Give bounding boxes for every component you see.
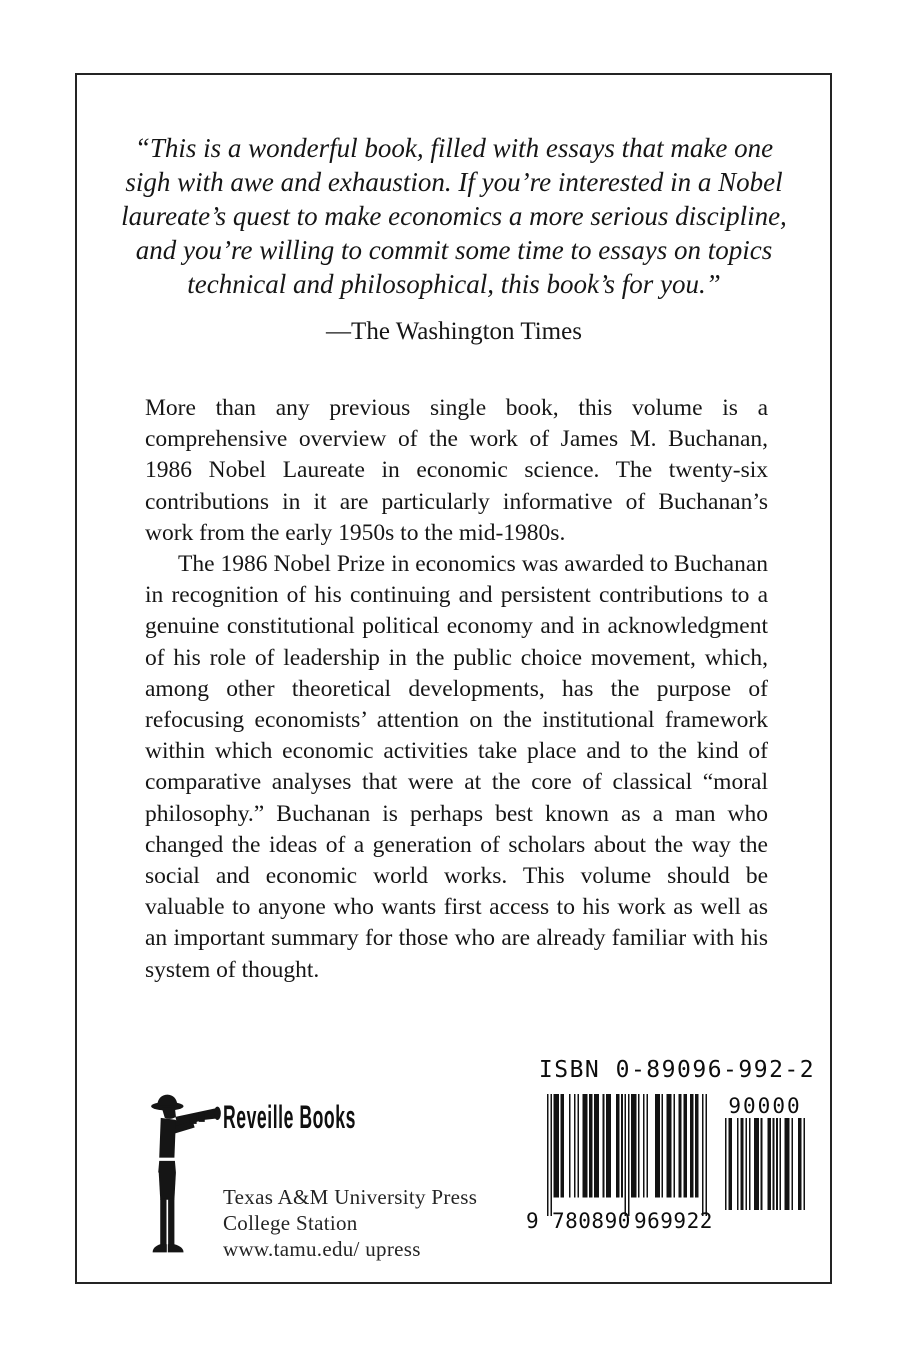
publisher-address [223,1184,477,1262]
barcode-digits-left: 780890 [552,1209,631,1233]
barcode-digits-right: 969922 [634,1209,713,1233]
isbn-label: ISBN 0-89096-992-2 [538,1057,816,1083]
barcode-digit-lead: 9 [526,1209,540,1233]
text-line: sigh with awe and exhaustion. If you’re interested in a Nobel [125,167,783,197]
bugler-logo-icon [140,1091,226,1258]
barcode-addon-label: 90000 [728,1094,802,1118]
text-line: laureate’s quest to make economics a more serious discipline, [121,201,787,231]
text-line: College Station [223,1211,358,1235]
imprint-name: Reveille Books [223,1099,356,1135]
book-description [145,393,768,986]
ean5-addon-barcode [725,1118,805,1210]
text-line: technical and philosophical, this book’s for you.” [187,269,721,299]
text-line: “This is a wonderful book, filled with essays that make one [134,133,774,163]
text-line: www.tamu.edu/ upress [223,1237,421,1261]
review-attribution: —The Washington Times [326,318,582,345]
review-quote-block [90,131,818,347]
text-line: Texas A&M University Press [223,1185,478,1209]
description-paragraph-2: The 1986 Nobel Prize in economics was awarded to Buchanan in recognition of his continuing and persistent contributions to a genuine constitutional political economy and in acknowledgment of his role of leadership in the public choice movement, which, among other theoretical developments, has the purpose of refocusing economists’ attention on the institutional framework within which economic activities take place and to the kind of comparative analyses that were at the core of classical “moral philosophy.” Buchanan is perhaps best known as a man who changed the ideas of a generation of scholars about the way the social and economic world works. This volume should be valuable to anyone who wants first access to his work as well as an important summary for those who are already familiar with his system of thought. [145,551,768,983]
description-paragraph-1: More than any previous single book, this volume is a comprehensive overview of the work of James M. Buchanan, 1986 Nobel Laureate in economic science. The twenty-six contributions in it are particularly informative of Buchanan’s work from the early 1950s to the mid-1980s. [145,395,768,546]
review-quote-text [90,131,818,301]
ean13-barcode [547,1094,707,1216]
text-line: and you’re willing to commit some time to essays on topics [135,235,773,265]
